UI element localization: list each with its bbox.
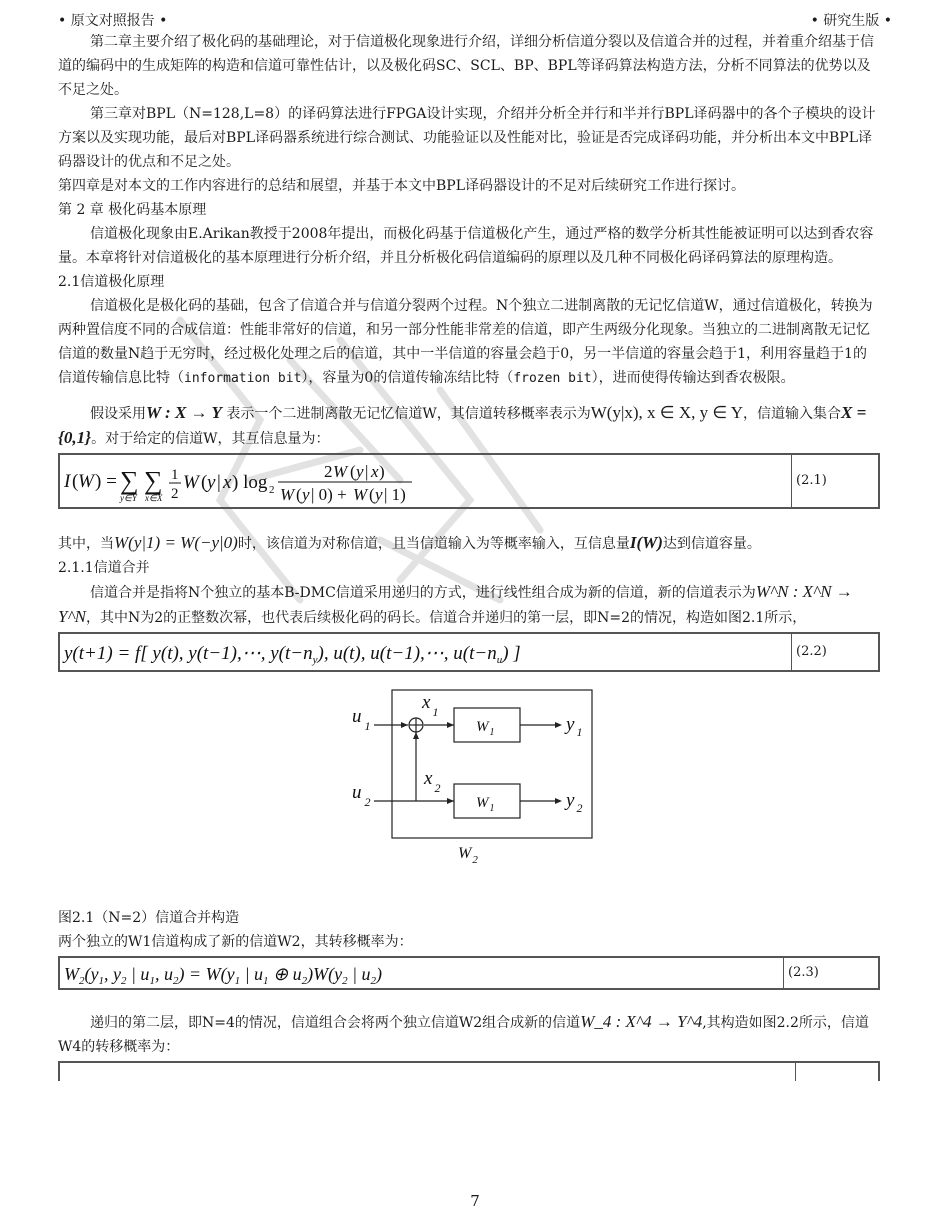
svg-text:| 1): | 1) <box>384 485 406 504</box>
math-channel-map: W : X → Y <box>146 403 222 422</box>
label-w1-top: $W_1$ <box>476 719 495 738</box>
equation-mutual-information <box>60 455 792 507</box>
math-transition-prob: W(y|x), x ∈ X, y ∈ Y <box>590 403 744 422</box>
paragraph-second-recursion: 递归的第二层，即N=4的情况，信道组合会将两个独立信道W2组合成新的信道W_4 : X^4 → Y^4,其构造如图2.2所示，信道W4的转移概率为： <box>58 1012 869 1055</box>
figure-caption: 图2.1（N=2）信道合并构造 <box>58 910 240 926</box>
svg-text:x: x <box>371 462 379 481</box>
paragraph-symmetric-channel: 其中，当W(y|1) = W(−y|0)时，该信道为对称信道，且当信道输入为等概率输入，互信息量I(W)达到信道容量。 <box>58 533 761 552</box>
chapter-title: 第 2 章 极化码基本原理 <box>58 202 207 218</box>
page-number: 7 <box>470 1192 480 1210</box>
svg-text:|: | <box>365 462 369 481</box>
svg-text:|: | <box>217 472 221 493</box>
math-symmetric-condition: W(y|1) = W(−y|0) <box>114 533 238 552</box>
equation-recursive-model <box>60 634 792 670</box>
paragraph-chapter3-summary: 第三章对BPL（N=128,L=8）的译码算法进行FPGA设计实现，介绍并分析全并行和半并行BPL译码器中的各个子模块的设计方案以及实现功能，最后对BPL译码器系统进行综合测试、功能验证以及性能对比，验证是否完成译码功能，并分析出本文中BPL译码器设计的优点和不足之处。 <box>58 106 876 170</box>
section-heading-2-1: 2.1信道极化原理 <box>58 274 165 290</box>
figure-channel-combining <box>58 682 880 882</box>
svg-text:2: 2 <box>171 486 179 502</box>
label-w1-bottom: $W_1$ <box>476 795 495 814</box>
svg-text:y∈Y: y∈Y <box>120 493 137 503</box>
figure-diagram <box>58 682 880 882</box>
svg-text:y: y <box>356 462 364 481</box>
paragraph-channel-polarization: 信道极化是极化码的基础，包含了信道合并与信道分裂两个过程。N个独立二进制离散的无记忆信道W，通过信道极化，转换为两种置信度不同的合成信道：性能非常好的信道，和另一部分性能非常差的信道，即产生两级分化现象。当独立的二进制离散无记忆信道的数量N趋于无穷时，经过极化处理之后的信道，其中一半信道的容量会趋于0，另一半信道的容量会趋于1，利用容量趋于1的信道传输信息比特（information bit），容量为0的信道传输冻结比特（frozen bit），进而使得传输达到香农极限。 <box>58 298 873 386</box>
svg-text:(: ( <box>369 485 375 504</box>
header-right: • 研究生版 • <box>810 13 892 29</box>
math-mutual-info-symbol: I(W) <box>629 533 663 552</box>
equation-box-2-4-partial <box>58 1061 880 1081</box>
svg-text:y: y <box>302 485 310 504</box>
label-w2: $W_2$ <box>458 845 478 866</box>
paragraph-chapter-intro: 信道极化现象由E.Arikan教授于2008年提出，而极化码基于信道极化产生，通过严格的数学分析其性能被证明可以达到香农容量。本章将针对信道极化的基本原理进行分析介绍，并且分析极化码信道编码的原理以及几种不同极化码译码算法的原理构造。 <box>58 226 874 266</box>
svg-text:(: ( <box>201 472 208 493</box>
label-x1: x $_1$ <box>422 692 439 719</box>
label-u1: u $_1$ <box>352 706 371 733</box>
svg-text:y(t+1) = f[ y(t), y(t−1),⋯, y(: y(t+1) = f[ y(t), y(t−1),⋯, $y(t-n_y)$, u(t), u(t−1),⋯, $u(t-n_u)$ ] <box>64 643 521 666</box>
svg-text:W2(y1, y2 | u1, u2) = W(y1 | u: $W_2(y_1$, $y_2$ | $u_1$, $u_2) = W(y_1$ | $u_1$ ⊕ $u_2)W(y_2$ | $u_2$) <box>64 964 383 987</box>
svg-text:W: W <box>280 485 295 504</box>
svg-text:2: 2 <box>269 484 275 496</box>
svg-text:) =: ) = <box>95 471 117 492</box>
header-left: • 原文对照报告 • <box>58 13 168 29</box>
paragraph-channel-combining: 信道合并是指将N个独立的基本B-DMC信道采用递归的方式，进行线性组合成为新的信道，新的信道表示为W^N : X^N → Y^N，其中N为2的正整数次幂，也代表后续极化码的码长。信道合并递归的第一层，即N=2的情况，构造如图2.1所示， <box>58 582 853 626</box>
svg-text:) log: ) log <box>232 472 268 493</box>
equation-number-2-1: (2.1) <box>796 473 827 488</box>
math-input-set: X = {0,1} <box>58 403 867 447</box>
label-y1: y $_1$ <box>566 714 583 739</box>
label-x2: x $_2$ <box>424 768 441 795</box>
paragraph-chapter2-summary: 第二章主要介绍了极化码的基础理论，对于信道极化现象进行介绍，详细分析信道分裂以及信道合并的过程，并着重介绍基于信道的编码中的生成矩阵的构造和信道可靠性估计，以及极化码SC、SCL、BP、BPL等译码算法构造方法，分析不同算法的优势以及不足之处。 <box>58 34 874 98</box>
equation-box-2-2 <box>58 632 880 672</box>
document-body <box>58 24 880 1081</box>
svg-text:(: ( <box>72 471 79 492</box>
paragraph-w2-transition: 两个独立的W1信道构成了新的信道W2，其转移概率为： <box>58 934 413 950</box>
svg-text:| 0) +: | 0) + <box>311 485 347 504</box>
svg-text:(: ( <box>296 485 302 504</box>
equation-box-2-3 <box>58 956 880 990</box>
math-w4-channel: W_4 : X^4 → Y^4 <box>580 1012 703 1031</box>
svg-text:y: y <box>207 472 216 493</box>
svg-text:): ) <box>379 462 385 481</box>
equation-number-2-2: (2.2) <box>796 644 827 659</box>
svg-text:y: y <box>375 485 383 504</box>
equation-number-2-3: (2.3) <box>788 965 819 980</box>
svg-text:2: 2 <box>324 462 333 481</box>
svg-text:W: W <box>333 462 348 481</box>
svg-text:W: W <box>183 472 199 493</box>
svg-text:1: 1 <box>171 467 179 483</box>
svg-text:x: x <box>223 472 232 493</box>
svg-text:W: W <box>353 485 368 504</box>
equation-w2-transition <box>60 958 784 988</box>
label-u2: u $_2$ <box>352 782 371 809</box>
svg-text:(: ( <box>350 462 356 481</box>
paragraph-chapter4-summary: 第四章是对本文的工作内容进行的总结和展望，并基于本文中BPL译码器设计的不足对后续研究工作进行探讨。 <box>58 178 746 194</box>
svg-text:W: W <box>78 471 94 492</box>
math-combined-channel: W^N : X^N → Y^N <box>58 582 853 626</box>
svg-text:∑: ∑ <box>120 466 139 495</box>
equation-box-2-1 <box>58 453 880 509</box>
paragraph-channel-definition: 假设采用W : X → Y 表示一个二进制离散无记忆信道W，其信道转移概率表示为W(y|x), x ∈ X, y ∈ Y，信道输入集合X = {0,1}。对于给定的信道W，其互信息量为： <box>58 403 867 447</box>
svg-text:I: I <box>64 471 71 492</box>
svg-text:x∈X: x∈X <box>145 493 163 503</box>
svg-text:∑: ∑ <box>144 466 163 495</box>
label-y2: y $_2$ <box>566 790 583 815</box>
section-heading-2-1-1: 2.1.1信道合并 <box>58 560 150 576</box>
